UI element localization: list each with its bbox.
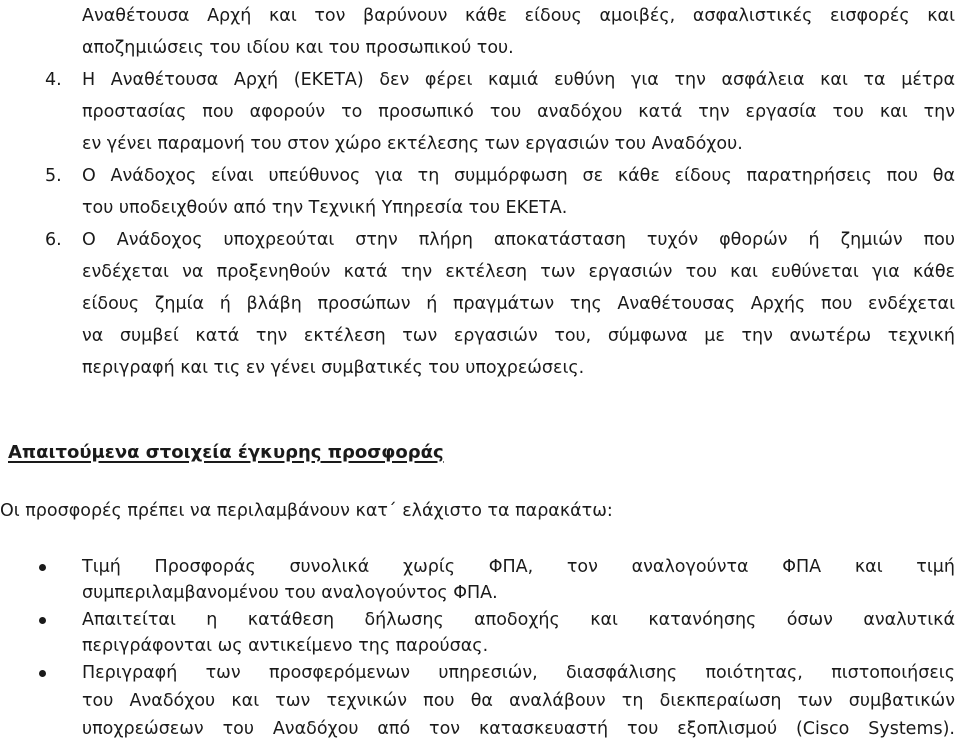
bullet-marker-1 <box>39 564 46 571</box>
bullet-3-line-1: Περιγραφή των προσφερόμενων υπηρεσιών, διασφάλισης ποιότητας, πιστοποιήσεις <box>82 663 955 683</box>
bullet-3-line-3: υποχρεώσεων του Αναδόχου από τον κατασκευαστή του εξοπλισμού (Cisco Systems). <box>82 719 955 739</box>
item-number-6: 6. <box>45 230 62 250</box>
item-5-line-2: του υποδειχθούν από την Τεχνική Υπηρεσία του ΕΚΕΤΑ. <box>82 198 568 218</box>
bullet-marker-2 <box>39 617 46 624</box>
bullet-3-line-2: του Αναδόχου και των τεχνικών που θα αναλάβουν τη διεκπεραίωση των συμβατικών <box>82 691 955 711</box>
bullet-2-line-2: περιγράφονται ως αντικείμενο της παρούσας. <box>82 636 489 656</box>
item-5-line-1: Ο Ανάδοχος είναι υπεύθυνος για τη συμμόρφωση σε κάθε είδους παρατηρήσεις που θα <box>82 166 955 186</box>
item-4-line-1: Η Αναθέτουσα Αρχή (ΕΚΕΤΑ) δεν φέρει καμιά ευθύνη για την ασφάλεια και τα μέτρα <box>82 70 955 90</box>
item-6-line-4: να συμβεί κατά την εκτέλεση των εργασιών του, σύμφωνα με την ανωτέρω τεχνική <box>82 326 955 346</box>
continuation-line-2: αποζημιώσεις του ιδίου και του προσωπικού του. <box>82 38 514 58</box>
continuation-line-1: Αναθέτουσα Αρχή και τον βαρύνουν κάθε είδους αμοιβές, ασφαλιστικές εισφορές και <box>82 6 955 26</box>
item-4-line-3: εν γένει παραμονή του στον χώρο εκτέλεσης των εργασιών του Αναδόχου. <box>82 134 743 154</box>
item-number-5: 5. <box>45 166 62 186</box>
item-number-4: 4. <box>45 70 62 90</box>
item-4-line-2: προστασίας που αφορούν το προσωπικό του αναδόχου κατά την εργασία του και την <box>82 102 955 122</box>
item-6-line-1: Ο Ανάδοχος υποχρεούται στην πλήρη αποκατάσταση τυχόν φθορών ή ζημιών που <box>82 230 955 250</box>
item-6-line-3: είδους ζημία ή βλάβη προσώπων ή πραγμάτων της Αναθέτουσας Αρχής που ενδέχεται <box>82 294 955 314</box>
item-6-line-2: ενδέχεται να προξενηθούν κατά την εκτέλεση των εργασιών του και ευθύνεται για κάθε <box>82 262 955 282</box>
section-intro: Οι προσφορές πρέπει να περιλαμβάνουν κατ΄ ελάχιστο τα παρακάτω: <box>0 501 613 521</box>
bullet-1-line-1: Τιμή Προσφοράς συνολικά χωρίς ΦΠΑ, τον αναλογούντα ΦΠΑ και τιμή <box>82 557 955 577</box>
section-heading: Απαιτούμενα στοιχεία έγκυρης προσφοράς <box>8 442 444 463</box>
bullet-marker-3 <box>39 670 46 677</box>
bullet-1-line-2: συμπεριλαμβανομένου του αναλογούντος ΦΠΑ. <box>82 583 498 603</box>
item-6-line-5: περιγραφή και τις εν γένει συμβατικές του υποχρεώσεις. <box>82 358 585 378</box>
bullet-2-line-1: Απαιτείται η κατάθεση δήλωσης αποδοχής και κατανόησης όσων αναλυτικά <box>82 610 955 630</box>
